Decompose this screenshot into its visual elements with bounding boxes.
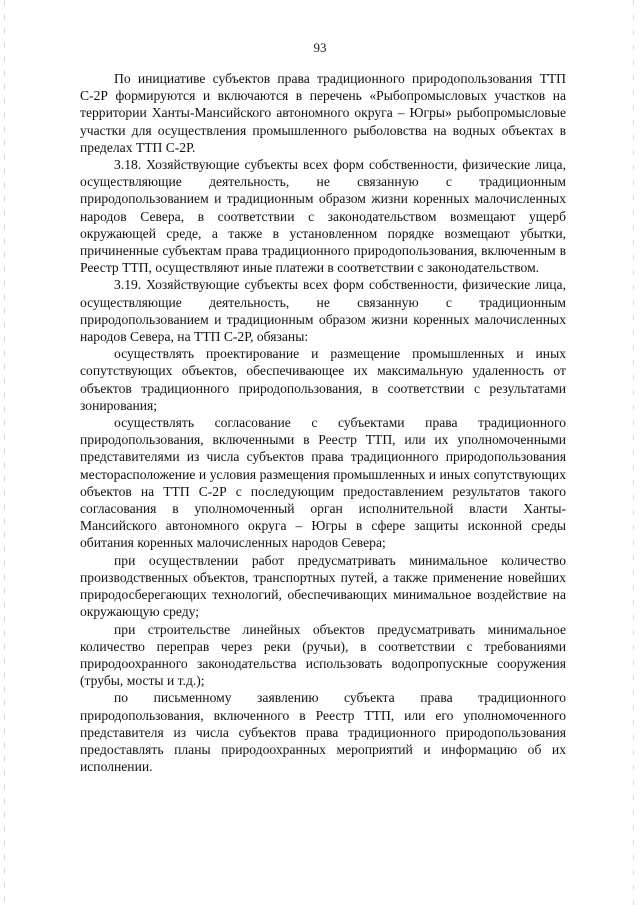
scan-edge-left [4, 0, 5, 905]
page-number: 93 [313, 40, 327, 55]
scan-edge-right [633, 0, 634, 905]
paragraph-fishing-areas: По инициативе субъектов права традиционного природопользования ТТП С-2Р формируются и включаются в перечень «Рыбопромысловых участков на территории Ханты-Мансийского автономного округа – Югры» рыбопромысловые участки для осуществления промышленного рыболовства на водных объектах в пределах ТТП С-2Р. [80, 71, 566, 155]
obligation-linear-objects: при строительстве линейных объектов предусматривать минимальное количество переправ через реки (ручьи), в соответствии с требованиями природоохранного законодательства использовать водопропускные сооружения (трубы, мосты и т.д.); [80, 621, 566, 689]
obligation-design-placement: осуществлять проектирование и размещение промышленных и иных сопутствующих объектов, обеспечивающее их максимальную удаленность от объектов традиционного природопользования, в соответствии с результатами зонирования; [80, 346, 566, 413]
obligation-provide-plans: по письменному заявлению субъекта права традиционного природопользования, включенного в Реестр ТТП, или его уполномоченного представителя из числа субъектов права традиционного природопользования предоставлять планы природоохранных мероприятий и информацию об их исполнении. [80, 690, 566, 775]
body-text [80, 70, 566, 775]
paragraph-3-18: 3.18. Хозяйствующие субъекты всех форм собственности, физические лица, осуществляющие деятельность, не связанную с традиционным природопользованием и традиционным образом жизни коренных малочисленных народов Севера, в соответствии с законодательством возмещают ущерб окружающей среде, а также в установленном порядке возмещают убытки, причиненные субъектам права традиционного природопользования, включенным в Реестр ТТП, осуществляют иные платежи в соответствии с законодательством. [80, 157, 566, 276]
paragraph-3-19: 3.19. Хозяйствующие субъекты всех форм собственности, физические лица, осуществляющие деятельность, не связанную с традиционным природопользованием и традиционным образом жизни коренных малочисленных народов Севера, на ТТП С-2Р, обязаны: [80, 277, 566, 345]
obligation-minimal-objects: при осуществлении работ предусматривать минимальное количество производственных объектов, транспортных путей, а также применение новейших природосберегающих технологий, обеспечивающих минимальное воздействие на окружающую среду; [80, 552, 566, 620]
obligation-coordination: осуществлять согласование с субъектами права традиционного природопользования, включенными в Реестр ТТП, или их уполномоченными представителями из числа субъектов права традиционного природопользования месторасположение и условия размещения промышленных и иных сопутствующих объектов на ТТП С-2Р с последующим предоставлением результатов такого согласования в уполномоченный орган исполнительной власти Ханты-Мансийского автономного округа – Югры в сфере защиты исконной среды обитания коренных малочисленных народов Севера; [80, 415, 566, 551]
